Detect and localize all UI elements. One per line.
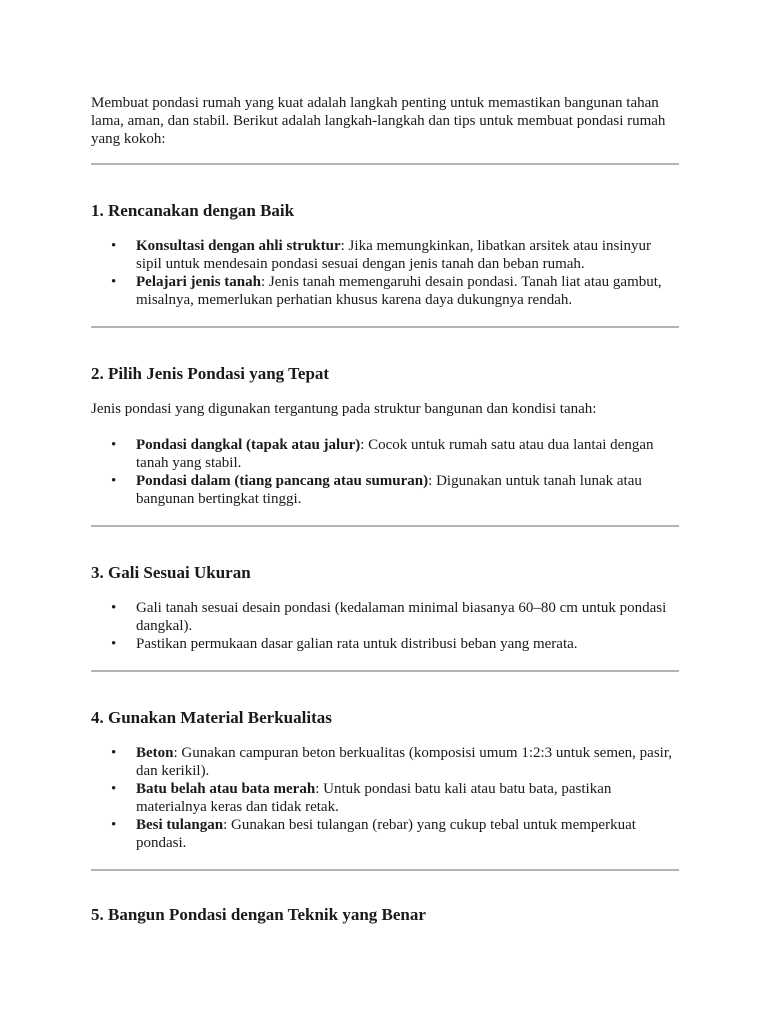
list-item [91, 273, 679, 309]
list-item [91, 599, 679, 635]
item-text: : Untuk pondasi batu kali atau batu bata, pastikan materialnya keras dan tidak retak. [136, 781, 612, 815]
bullet-icon: • [111, 817, 117, 833]
list-item [91, 237, 679, 273]
bullet-icon: • [111, 473, 117, 489]
section-5 [91, 871, 679, 925]
bullet-list [91, 436, 679, 508]
intro-paragraph: Membuat pondasi rumah yang kuat adalah langkah penting untuk memastikan bangunan tahan lama, aman, dan stabil. Berikut adalah langkah-langkah dan tips untuk membuat pondasi rumah yang kokoh: [91, 95, 666, 147]
section-2 [91, 328, 679, 508]
section-title: 4. Gunakan Material Berkualitas [91, 708, 332, 727]
section-paragraph: Jenis pondasi yang digunakan tergantung pada struktur bangunan dan kondisi tanah: [91, 401, 597, 417]
item-label: Batu belah atau bata merah [136, 781, 316, 797]
bullet-list [91, 599, 679, 653]
bullet-icon: • [111, 636, 117, 652]
bullet-icon: • [111, 238, 117, 254]
list-item [91, 472, 679, 508]
bullet-icon: • [111, 274, 117, 290]
item-label: Pondasi dalam (tiang pancang atau sumuran) [136, 473, 429, 489]
item-label: Pelajari jenis tanah [136, 274, 261, 290]
document-page [91, 94, 679, 925]
bullet-icon: • [111, 745, 117, 761]
item-text: : Cocok untuk rumah satu atau dua lantai dengan tanah yang stabil. [136, 437, 654, 471]
item-text: : Gunakan campuran beton berkualitas (komposisi umum 1:2:3 untuk semen, pasir, dan kerikil). [136, 745, 672, 779]
bullet-list [91, 237, 679, 309]
bullet-icon: • [111, 437, 117, 453]
item-label: Besi tulangan [136, 817, 224, 833]
list-item [91, 780, 679, 816]
section-4 [91, 672, 679, 852]
item-label: Pondasi dangkal (tapak atau jalur) [136, 437, 361, 453]
item-label: Konsultasi dengan ahli struktur [136, 238, 341, 254]
bullet-list [91, 744, 679, 852]
item-text: : Gunakan besi tulangan (rebar) yang cukup tebal untuk memperkuat pondasi. [136, 817, 636, 851]
item-text: : Jika memungkinkan, libatkan arsitek atau insinyur sipil untuk mendesain pondasi sesuai dengan jenis tanah dan beban rumah. [136, 238, 651, 272]
item-text: : Digunakan untuk tanah lunak atau bangunan bertingkat tinggi. [136, 473, 642, 507]
bullet-icon: • [111, 600, 117, 616]
section-title: 3. Gali Sesuai Ukuran [91, 563, 251, 582]
section-title: 5. Bangun Pondasi dengan Teknik yang Benar [91, 905, 426, 924]
item-text: : Jenis tanah memengaruhi desain pondasi. Tanah liat atau gambut, misalnya, memerlukan perhatian khusus karena daya dukungnya rendah. [136, 274, 662, 308]
list-item [91, 635, 679, 653]
list-item [91, 816, 679, 852]
item-text: Gali tanah sesuai desain pondasi (kedalaman minimal biasanya 60–80 cm untuk pondasi dangkal). [136, 600, 667, 634]
section-title: 2. Pilih Jenis Pondasi yang Tepat [91, 364, 330, 383]
section-1 [91, 165, 679, 309]
item-text: Pastikan permukaan dasar galian rata untuk distribusi beban yang merata. [136, 636, 578, 652]
section-3 [91, 527, 679, 653]
section-title: 1. Rencanakan dengan Baik [91, 201, 295, 220]
list-item [91, 744, 679, 780]
bullet-icon: • [111, 781, 117, 797]
item-label: Beton [136, 745, 174, 761]
list-item [91, 436, 679, 472]
